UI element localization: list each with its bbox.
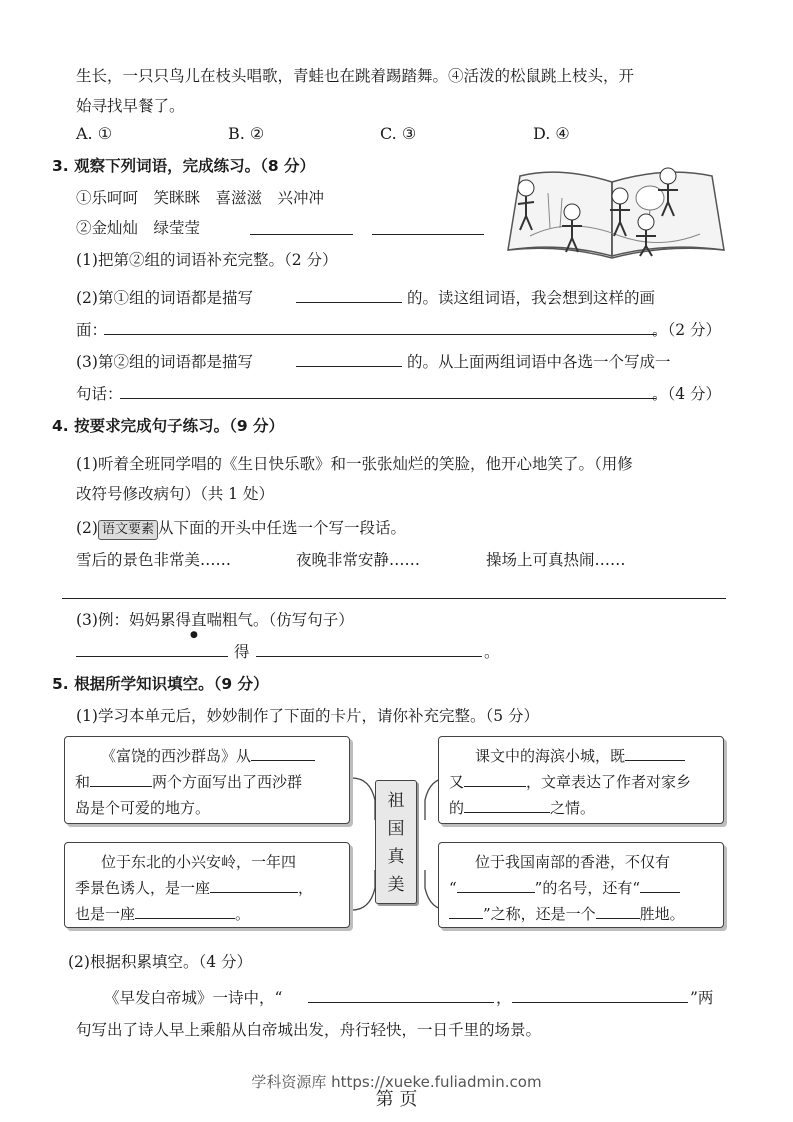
- center-char-3: 真: [387, 847, 405, 867]
- card-tr-blank-2[interactable]: [464, 771, 526, 787]
- q3-heading: 3. 观察下列词语，完成练习。（8 分）: [52, 157, 316, 175]
- card-tl-d: 岛是个可爱的地方。: [75, 799, 211, 817]
- q3-sub-3-blank[interactable]: [296, 366, 402, 367]
- card-xisha-islands: [64, 736, 350, 824]
- q3-sub-3-b: 的。从上面两组词语中各选一个写成一: [407, 353, 671, 371]
- q3-group-1: ①乐呵呵 笑眯眯 喜滋滋 兴冲冲: [76, 189, 325, 207]
- q3-sub-3-score: 。（4 分）: [652, 385, 722, 403]
- choice-d[interactable]: D. ④: [533, 124, 570, 143]
- card-br-blank-3[interactable]: [449, 903, 483, 919]
- q5-sub-2: (2)根据积累填空。（4 分）: [68, 953, 252, 971]
- card-bl-e: 。: [235, 905, 251, 923]
- card-tr-d: 的: [449, 799, 465, 817]
- page-number: 第 页: [375, 1089, 418, 1110]
- q3-sub-3-a: (3)第②组的词语都是描写: [76, 353, 253, 371]
- card-xiaoxinganling: [64, 842, 350, 928]
- q5-sub-1: (1)学习本单元后，妙妙制作了下面的卡片，请你补充完整。（5 分）: [76, 707, 539, 725]
- card-bl-b: 季景色诱人，是一座: [75, 879, 211, 897]
- q4-opening-1: 雪后的景色非常美……: [76, 551, 232, 569]
- card-bl-blank-2[interactable]: [135, 903, 235, 919]
- q5-poem-blank-1[interactable]: [308, 1002, 494, 1003]
- card-tr-blank-3[interactable]: [464, 797, 550, 813]
- q3-sub-2-a: (2)第①组的词语都是描写: [76, 289, 253, 307]
- source-watermark: 学科资源库 https://xueke.fuliadmin.com: [251, 1073, 542, 1091]
- q4-sub-3-de: 得: [234, 643, 250, 661]
- card-br-b: “: [449, 879, 457, 897]
- card-br-blank-1[interactable]: [457, 877, 535, 893]
- q3-sub-1: (1)把第②组的词语补充完整。（2 分）: [76, 251, 338, 269]
- q4-sub-1-line-1: (1)听着全班同学唱的《生日快乐歌》和一张张灿烂的笑脸，他开心地笑了。（用修: [76, 455, 633, 473]
- q5-poem-line-2: 句写出了诗人早上乘船从白帝城出发，舟行轻快，一日千里的场景。: [76, 1021, 542, 1039]
- q4-sub-3-blank-1[interactable]: [76, 656, 228, 657]
- q3-sub-2-answer-line[interactable]: [104, 334, 656, 335]
- q4-sub-2: [76, 516, 406, 540]
- q5-poem-blank-2[interactable]: [512, 1002, 688, 1003]
- card-br-d: ”之称，还是一个: [483, 905, 596, 923]
- card-bl-d: 也是一座: [75, 905, 136, 923]
- card-br-a: 位于我国南部的香港，不仅有: [475, 853, 671, 871]
- q3-sub-2-score: 。（2 分）: [652, 321, 722, 339]
- q3-sub-2-c: 面：: [76, 321, 108, 339]
- q3-sub-2-b: 的。读这组词语，我会想到这样的画: [407, 289, 656, 307]
- q5-poem-a: 《早发白帝城》一诗中，“: [104, 989, 283, 1007]
- choice-b[interactable]: B. ②: [228, 124, 265, 143]
- intro-line-2: 始寻找早餐了。: [76, 97, 185, 115]
- motherland-beautiful-label: [375, 780, 417, 904]
- q5-heading: 5. 根据所学知识填空。（9 分）: [52, 675, 269, 693]
- intro-line-1: 生长，一只只鸟儿在枝头唱歌，青蛙也在跳着踢踏舞。④活泼的松鼠跳上枝头，开: [76, 67, 635, 85]
- card-tl-blank-1[interactable]: [251, 745, 315, 761]
- yuwen-yaosu-tag: 语文要素: [98, 520, 158, 540]
- card-br-blank-4[interactable]: [596, 903, 640, 919]
- q3-sub-2-blank[interactable]: [296, 302, 402, 303]
- card-br-blank-2[interactable]: [640, 877, 680, 893]
- q3-blank-word-2[interactable]: [372, 234, 484, 235]
- q5-poem-b: ，: [496, 989, 512, 1007]
- q4-sub-2-text: 从下面的开头中任选一个写一段话。: [157, 519, 406, 537]
- card-tr-c: ，文章表达了作者对家乡: [526, 773, 692, 791]
- card-bl-c: ，: [298, 879, 314, 897]
- choice-a[interactable]: A. ①: [76, 124, 113, 143]
- q4-heading: 4. 按要求完成句子练习。（9 分）: [52, 417, 285, 435]
- emphasis-dot: ●: [190, 630, 198, 640]
- center-char-1: 祖: [387, 791, 405, 811]
- q4-writing-line[interactable]: [62, 598, 726, 599]
- center-char-2: 国: [387, 819, 405, 839]
- q4-sub-3-end: 。: [484, 643, 500, 661]
- card-br-c: ”的名号，还有“: [534, 879, 641, 897]
- card-tl-blank-2[interactable]: [90, 771, 152, 787]
- card-tr-e: 之情。: [550, 799, 596, 817]
- card-tr-blank-1[interactable]: [625, 745, 685, 761]
- q3-blank-word-1[interactable]: [250, 234, 353, 235]
- card-tl-b: 和: [75, 773, 91, 791]
- q4-sub-3-blank-2[interactable]: [256, 656, 482, 657]
- card-hong-kong: [438, 842, 724, 928]
- card-br-e: 胜地。: [639, 905, 685, 923]
- card-tl-c: 两个方面写出了西沙群: [152, 773, 303, 791]
- q3-sub-3-answer-line[interactable]: [120, 398, 656, 399]
- card-bl-blank-1[interactable]: [210, 877, 298, 893]
- center-char-4: 美: [387, 875, 405, 895]
- q5-poem-c: ”两: [690, 989, 714, 1007]
- q4-sub-2-prefix: (2): [76, 519, 98, 537]
- q4-opening-2: 夜晚非常安静……: [296, 551, 421, 569]
- children-book-illustration: [500, 158, 730, 266]
- choice-c[interactable]: C. ③: [380, 124, 417, 143]
- q4-opening-3: 操场上可真热闹……: [486, 551, 626, 569]
- q3-group-2: ②金灿灿 绿莹莹: [76, 219, 201, 237]
- q3-sub-3-c: 句话：: [76, 385, 123, 403]
- q4-sub-1-line-2: 改符号修改病句）（共 1 处）: [76, 485, 274, 503]
- card-tr-b: 又: [449, 773, 465, 791]
- card-bl-a: 位于东北的小兴安岭，一年四: [101, 853, 297, 871]
- card-tl-a: 《富饶的西沙群岛》从: [101, 747, 252, 765]
- card-seaside-town: [438, 736, 724, 824]
- q4-sub-3: (3)例：妈妈累得直喘粗气。（仿写句子）: [76, 611, 354, 629]
- card-tr-a: 课文中的海滨小城，既: [475, 747, 626, 765]
